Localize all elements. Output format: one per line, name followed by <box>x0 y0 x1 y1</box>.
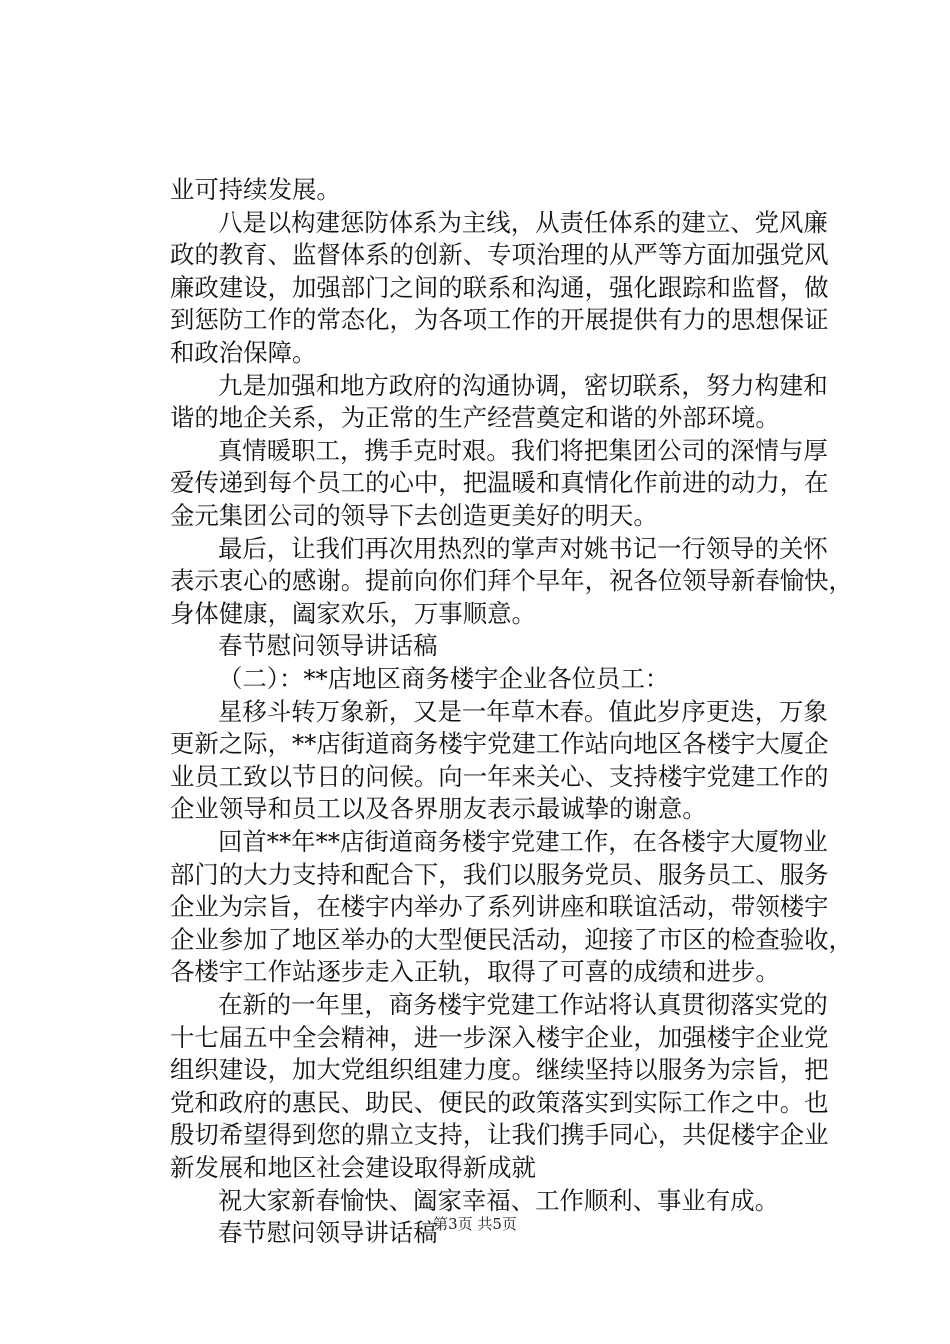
text-line: 组织建设，加大党组织组建力度。继续坚持以服务为宗旨，把 <box>170 1055 829 1085</box>
text-line: 星移斗转万象新，又是一年草木春。值此岁序更迭，万象 <box>218 696 828 726</box>
text-line: 新发展和地区社会建设取得新成就 <box>170 1153 536 1182</box>
text-line: 身体健康，阖家欢乐，万事顺意。 <box>170 598 536 628</box>
text-line: 企业为宗旨，在楼宇内举办了系列讲座和联谊活动，带领楼宇 <box>170 892 829 922</box>
text-line: 各楼宇工作站逐步走入正轨，取得了可喜的成绩和进步。 <box>170 957 780 987</box>
text-line: 八是以构建惩防体系为主线，从责任体系的建立、党风廉 <box>218 207 828 237</box>
text-line: 企业领导和员工以及各界朋友表示最诚挚的谢意。 <box>170 794 707 824</box>
text-line: 廉政建设，加强部门之间的联系和沟通，强化跟踪和监督，做 <box>170 272 829 302</box>
text-line: 党和政府的惠民、助民、便民的政策落实到实际工作之中。也 <box>170 1087 829 1117</box>
text-line: 在新的一年里，商务楼宇党建工作站将认真贯彻落实党的 <box>218 990 828 1019</box>
text-line: 企业参加了地区举办的大型便民活动，迎接了市区的检查验收， <box>170 924 853 954</box>
text-line: 业可持续发展。 <box>170 175 341 204</box>
section-title: 春节慰问领导讲话稿 <box>218 631 438 661</box>
text-line: 谐的地企关系，为正常的生产经营奠定和谐的外部环境。 <box>170 403 780 433</box>
text-line: 更新之际，**店街道商务楼宇党建工作站向地区各楼宇大厦企 <box>170 729 829 759</box>
text-line: 十七届五中全会精神，进一步深入楼宇企业，加强楼宇企业党 <box>170 1022 829 1052</box>
section-title: 春节慰问领导讲话稿 <box>218 1218 438 1248</box>
page-number-footer: 第3页 共5页 <box>433 1215 517 1233</box>
text-line: 祝大家新春愉快、阖家幸福、工作顺利、事业有成。 <box>218 1185 779 1215</box>
text-line: 爱传递到每个员工的心中，把温暖和真情化作前进的动力，在 <box>170 468 829 498</box>
text-line: 金元集团公司的领导下去创造更美好的明天。 <box>170 501 658 530</box>
text-line: 最后，让我们再次用热烈的掌声对姚书记一行领导的关怀 <box>218 533 828 563</box>
text-line: 政的教育、监督体系的创新、专项治理的从严等方面加强党风 <box>170 240 829 270</box>
text-line: 到惩防工作的常态化，为各项工作的开展提供有力的思想保证 <box>170 305 829 335</box>
text-line: 和政治保障。 <box>170 338 317 367</box>
text-line: （二）：**店地区商务楼宇企业各位员工： <box>218 664 670 693</box>
text-line: 殷切希望得到您的鼎立支持，让我们携手同心，共促楼宇企业 <box>170 1120 829 1150</box>
text-line: 回首**年**店街道商务楼宇党建工作，在各楼宇大厦物业 <box>218 827 828 856</box>
text-line: 业员工致以节日的问候。向一年来关心、支持楼宇党建工作的 <box>170 761 829 791</box>
text-line: 真情暖职工，携手克时艰。我们将把集团公司的深情与厚 <box>218 435 828 465</box>
text-line: 部门的大力支持和配合下，我们以服务党员、服务员工、服务 <box>170 859 829 889</box>
text-line: 表示衷心的感谢。提前向你们拜个早年，祝各位领导新春愉快， <box>170 566 853 596</box>
text-line: 九是加强和地方政府的沟通协调，密切联系，努力构建和 <box>218 370 828 400</box>
